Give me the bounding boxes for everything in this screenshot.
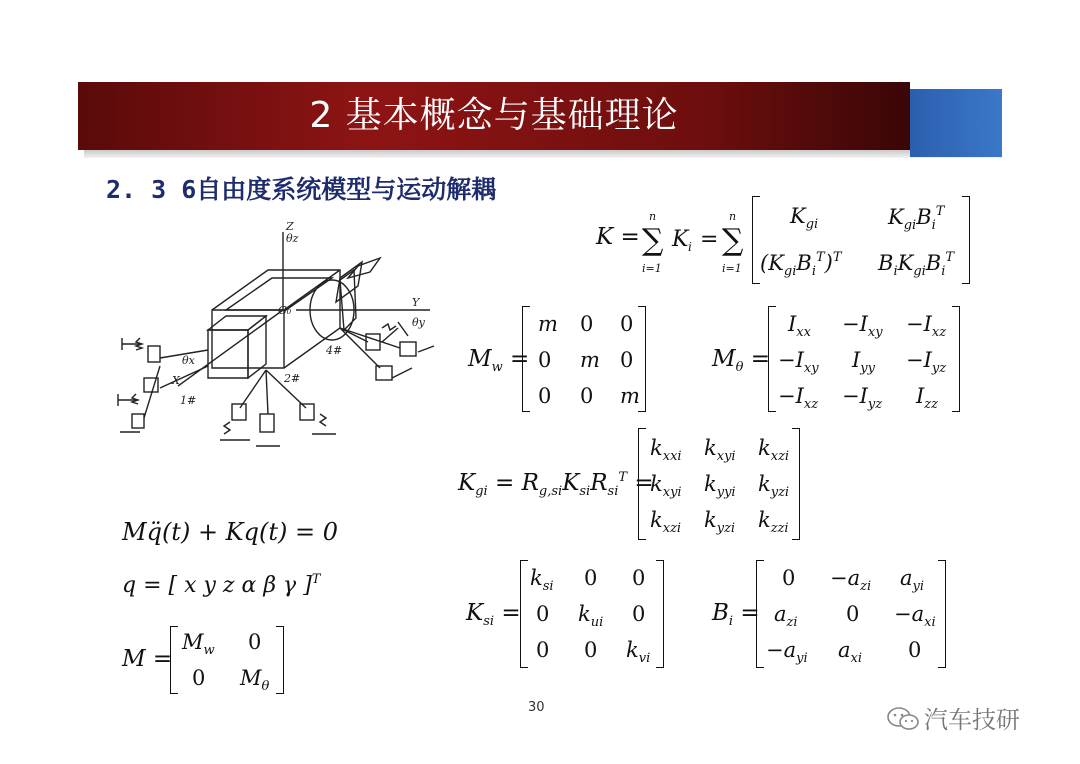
summation-symbols <box>636 206 756 276</box>
k-total-equation: K = <box>596 224 640 250</box>
kgi-cell-13: $k_{xzi}$ <box>758 436 790 464</box>
ksi-left-bracket <box>520 560 528 668</box>
m-block-left-bracket <box>170 626 178 694</box>
g0-label: G₀ <box>278 304 292 317</box>
bi-left-bracket <box>756 560 764 668</box>
slide-title: 2 基本概念与基础理论 <box>309 95 679 136</box>
ksi-cell-32: 0 <box>584 638 598 662</box>
mtheta-right-bracket <box>952 306 960 412</box>
mtheta-cell-22: $I_{yy}$ <box>852 348 875 376</box>
k-matrix-left-bracket <box>752 196 760 284</box>
header-shadow <box>84 150 1002 158</box>
kgi-cell-33: $k_{zzi}$ <box>758 508 789 536</box>
mtheta-cell-13: $-I_{xz}$ <box>906 312 947 340</box>
y-axis-label: Y <box>412 296 420 309</box>
ksi-label: $K_{si}$ = <box>466 600 521 629</box>
svg-text:=: = <box>700 227 719 252</box>
ksi-cell-13: 0 <box>632 566 646 590</box>
svg-text:i: i <box>688 240 692 254</box>
mw-cell-13: 0 <box>620 312 634 336</box>
ksi-cell-23: 0 <box>632 602 646 626</box>
mw-cell-32: 0 <box>580 384 594 408</box>
mw-cell-33: m <box>620 384 640 408</box>
bi-cell-31: $-a_{yi}$ <box>766 638 808 666</box>
svg-text:n: n <box>649 210 657 223</box>
kgi-cell-21: $k_{xyi}$ <box>650 472 682 500</box>
mw-cell-11: m <box>538 312 558 336</box>
m-block-cell-21: 0 <box>192 666 206 690</box>
kgi-cell-11: $k_{xxi}$ <box>650 436 682 464</box>
kgi-right-bracket <box>792 428 800 540</box>
ksi-cell-22: $k_{ui}$ <box>578 602 604 630</box>
k-cell-12: $K_{gi}B_i^T$ <box>888 204 945 233</box>
wechat-icon <box>886 706 920 732</box>
kgi-cell-12: $k_{xyi}$ <box>704 436 736 464</box>
bi-cell-21: $a_{zi}$ <box>774 602 798 630</box>
svg-text:n: n <box>729 210 737 223</box>
ksi-cell-12: 0 <box>584 566 598 590</box>
x-axis-label: X <box>172 374 180 387</box>
bi-cell-33: 0 <box>908 638 922 662</box>
ksi-cell-33: $k_{vi}$ <box>626 638 651 666</box>
mount-2-label: 2# <box>284 372 301 385</box>
m-block-right-bracket <box>276 626 284 694</box>
header-accent-bar <box>910 89 1002 157</box>
bi-cell-23: $-a_{xi}$ <box>894 602 936 630</box>
svg-text:∑: ∑ <box>722 223 744 258</box>
section-subtitle: 2. 3 6自由度系统模型与运动解耦 <box>106 175 497 204</box>
mtheta-label: $M_\theta$ = <box>712 346 770 375</box>
svg-text:i=1: i=1 <box>642 262 662 275</box>
mw-cell-22: m <box>580 348 600 372</box>
ksi-cell-31: 0 <box>536 638 550 662</box>
mtheta-left-bracket <box>768 306 776 412</box>
m-block-label: M = <box>122 646 173 672</box>
watermark-text: 汽车技研 <box>924 706 1020 734</box>
bi-cell-22: 0 <box>846 602 860 626</box>
q-vector-definition: q = [ x y z α β γ ]$^T$ <box>122 572 321 598</box>
mtheta-cell-23: $-I_{yz}$ <box>906 348 947 376</box>
z-axis-label: Z <box>286 220 294 233</box>
mw-cell-21: 0 <box>538 348 552 372</box>
mtheta-cell-31: $-I_{xz}$ <box>778 384 819 412</box>
theta-x-label: θx <box>182 354 195 367</box>
bi-cell-13: $a_{yi}$ <box>900 566 925 594</box>
bi-cell-12: $-a_{zi}$ <box>830 566 872 594</box>
mtheta-cell-21: $-I_{xy}$ <box>778 348 819 376</box>
mount-1-label: 1# <box>180 394 197 407</box>
mw-cell-12: 0 <box>580 312 594 336</box>
bi-cell-11: 0 <box>782 566 796 590</box>
kgi-cell-22: $k_{yyi}$ <box>704 472 736 500</box>
kgi-equation-lhs: $K_{gi} = R_{g,si}K_{si}R_{si}^T$ = <box>458 470 654 499</box>
kgi-left-bracket <box>638 428 646 540</box>
ksi-cell-11: $k_{si}$ <box>530 566 554 594</box>
theta-z-label: θz <box>286 232 299 245</box>
mount-4-label: 4# <box>326 344 343 357</box>
kgi-cell-23: $k_{yzi}$ <box>758 472 790 500</box>
bi-cell-32: $a_{xi}$ <box>838 638 863 666</box>
ksi-cell-21: 0 <box>536 602 550 626</box>
page-number: 30 <box>528 700 545 715</box>
kgi-cell-32: $k_{yzi}$ <box>704 508 736 536</box>
six-dof-system-diagram <box>100 218 450 468</box>
mtheta-cell-12: $-I_{xy}$ <box>842 312 883 340</box>
ksi-right-bracket <box>656 560 664 668</box>
m-block-cell-12: 0 <box>248 630 262 654</box>
kgi-cell-31: $k_{xzi}$ <box>650 508 682 536</box>
mw-cell-23: 0 <box>620 348 634 372</box>
bi-right-bracket <box>938 560 946 668</box>
k-cell-22: $B_iK_{gi}B_i^T$ <box>878 250 955 279</box>
motion-equation: Mq̈(t) + Kq(t) = 0 <box>122 518 338 546</box>
mw-left-bracket <box>522 306 530 412</box>
mw-cell-31: 0 <box>538 384 552 408</box>
k-cell-11: $K_{gi}$ <box>790 204 819 232</box>
k-matrix-right-bracket <box>962 196 970 284</box>
theta-y-label: θy <box>412 316 425 329</box>
svg-text:K: K <box>672 227 689 252</box>
m-block-cell-22: $M_\theta$ <box>240 666 270 694</box>
mw-label: $M_w$ = <box>468 346 530 375</box>
mtheta-cell-33: $I_{zz}$ <box>916 384 938 412</box>
bi-label: $B_i$ = <box>712 600 760 629</box>
svg-text:i=1: i=1 <box>722 262 742 275</box>
mtheta-cell-11: $I_{xx}$ <box>788 312 811 340</box>
svg-text:∑: ∑ <box>642 223 664 258</box>
mtheta-cell-32: $-I_{yz}$ <box>842 384 883 412</box>
m-block-cell-11: $M_w$ <box>182 630 215 658</box>
k-cell-21: $(K_{gi}B_i^T)^T$ <box>760 250 842 279</box>
